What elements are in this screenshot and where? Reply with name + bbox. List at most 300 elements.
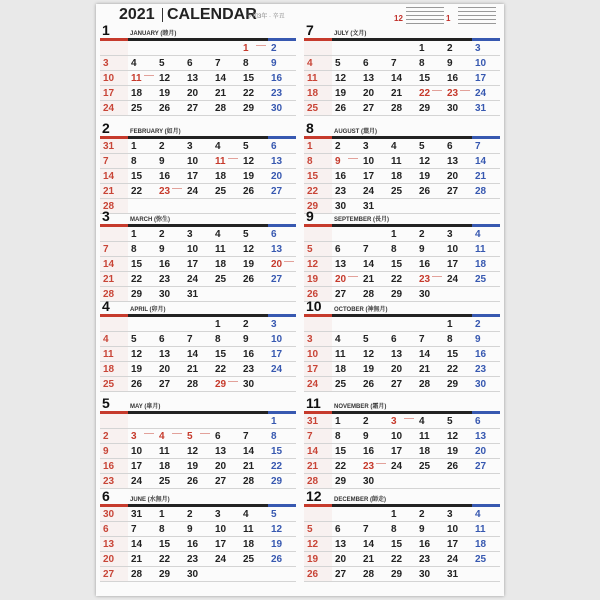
day-cell: 24 <box>475 88 487 99</box>
day-cell: 12 <box>271 524 283 535</box>
day-cell: 13 <box>159 349 171 360</box>
day-cell <box>240 199 268 213</box>
month-number: 5 <box>102 395 110 411</box>
day-cell <box>388 199 416 213</box>
week-row <box>100 567 296 582</box>
week-row <box>304 169 500 184</box>
day-cell: 25 <box>215 274 227 285</box>
month-name: AUGUST (葉月) <box>334 129 377 135</box>
day-cell: 5 <box>419 141 425 152</box>
day-cell: 23 <box>187 554 199 565</box>
day-cell: 17 <box>447 259 459 270</box>
day-cell: 15 <box>391 259 403 270</box>
day-cell: 21 <box>131 554 143 565</box>
day-cell: 24 <box>447 554 459 565</box>
day-cell: 27 <box>159 379 171 390</box>
month-block <box>100 395 296 489</box>
day-cell: 14 <box>215 73 227 84</box>
week-row <box>304 86 500 101</box>
day-cell: 15 <box>131 171 143 182</box>
day-cell: 16 <box>159 171 171 182</box>
day-cell <box>100 414 128 428</box>
day-cell: 25 <box>304 101 332 115</box>
day-cell <box>128 317 156 331</box>
day-cell: 29 <box>304 199 332 213</box>
day-cell: 19 <box>304 552 332 566</box>
day-cell: 30 <box>419 569 431 580</box>
day-cell: 18 <box>100 362 128 376</box>
day-cell: 15 <box>271 446 283 457</box>
day-cell: 10 <box>187 244 199 255</box>
week-row <box>100 347 296 362</box>
day-cell <box>156 414 184 428</box>
day-cell: 30 <box>100 507 128 521</box>
week-row <box>304 347 500 362</box>
day-cell: 7 <box>304 429 332 443</box>
month-number: 1 <box>102 22 110 38</box>
day-cell: 3 <box>304 332 332 346</box>
day-cell: 17 <box>475 73 487 84</box>
day-cell: 18 <box>475 539 487 550</box>
day-cell: 28 <box>304 474 332 488</box>
day-cell: 20 <box>363 88 375 99</box>
day-cell <box>100 227 128 241</box>
day-cell: 3 <box>475 43 481 54</box>
month-block <box>100 22 296 116</box>
day-cell: 9 <box>159 244 165 255</box>
day-cell: 31 <box>187 289 199 300</box>
month-block <box>304 208 500 302</box>
day-cell: 27 <box>215 476 227 487</box>
day-cell <box>212 199 240 213</box>
week-row <box>304 537 500 552</box>
day-cell: 7 <box>391 58 397 69</box>
day-cell: 14 <box>363 539 375 550</box>
day-cell: 28 <box>100 287 128 301</box>
day-cell: 8 <box>215 334 221 345</box>
day-cell: 7 <box>475 141 481 152</box>
day-cell: 13 <box>335 539 347 550</box>
day-cell: 3 <box>271 319 277 330</box>
day-cell: 18 <box>391 171 403 182</box>
day-cell: 18 <box>419 446 431 457</box>
week-row <box>304 377 500 392</box>
day-cell: 30 <box>271 103 283 114</box>
day-cell: 8 <box>131 244 137 255</box>
day-cell: 21 <box>475 171 487 182</box>
day-cell: 6 <box>271 141 277 152</box>
day-cell: 27 <box>447 186 459 197</box>
day-cell <box>128 41 156 55</box>
week-row <box>100 332 296 347</box>
day-cell: 3 <box>388 414 416 428</box>
day-cell: 3 <box>128 429 156 443</box>
day-cell <box>268 199 296 213</box>
day-cell: 4 <box>304 56 332 70</box>
day-cell: 30 <box>363 476 375 487</box>
day-cell: 4 <box>419 416 425 427</box>
day-cell: 29 <box>243 103 255 114</box>
day-cell: 25 <box>243 554 255 565</box>
day-cell: 20 <box>100 552 128 566</box>
day-cell: 25 <box>131 103 143 114</box>
day-cell: 1 <box>271 416 277 427</box>
day-cell: 18 <box>215 259 227 270</box>
month-grid <box>304 414 500 489</box>
month-header <box>304 488 500 504</box>
day-cell: 21 <box>215 88 227 99</box>
day-cell: 29 <box>271 476 283 487</box>
week-row <box>304 429 500 444</box>
week-row <box>100 139 296 154</box>
day-cell <box>472 287 500 301</box>
day-cell: 11 <box>475 244 486 255</box>
day-cell: 3 <box>363 141 369 152</box>
day-cell: 14 <box>100 169 128 183</box>
day-cell: 24 <box>131 476 143 487</box>
week-row <box>304 41 500 56</box>
day-cell: 9 <box>187 524 193 535</box>
day-cell: 7 <box>100 242 128 256</box>
day-cell: 7 <box>363 244 369 255</box>
day-cell: 26 <box>131 379 143 390</box>
day-cell <box>212 287 240 301</box>
day-cell: 29 <box>335 476 347 487</box>
month-grid <box>304 139 500 214</box>
day-cell: 9 <box>271 58 277 69</box>
day-cell: 15 <box>419 73 431 84</box>
day-cell <box>388 41 416 55</box>
day-cell: 5 <box>243 141 249 152</box>
day-cell: 14 <box>304 444 332 458</box>
day-cell: 2 <box>187 509 193 520</box>
day-cell: 6 <box>335 524 341 535</box>
day-cell: 20 <box>332 272 360 286</box>
week-row <box>100 242 296 257</box>
day-cell: 26 <box>243 274 255 285</box>
day-cell: 24 <box>447 274 459 285</box>
day-cell: 11 <box>128 71 156 85</box>
month-header <box>100 488 296 504</box>
week-row <box>100 414 296 429</box>
day-cell: 6 <box>187 58 193 69</box>
day-cell: 9 <box>363 431 369 442</box>
day-cell: 26 <box>304 567 332 581</box>
day-cell: 5 <box>304 242 332 256</box>
day-cell: 12 <box>243 244 255 255</box>
day-cell: 29 <box>391 569 403 580</box>
month-grid <box>100 414 296 489</box>
day-cell <box>156 317 184 331</box>
month-grid <box>100 139 296 214</box>
month-name: OCTOBER (神無月) <box>334 307 388 313</box>
day-cell: 29 <box>159 569 171 580</box>
day-cell: 18 <box>243 539 255 550</box>
day-cell: 24 <box>363 186 375 197</box>
day-cell: 27 <box>100 567 128 581</box>
day-cell: 4 <box>131 58 137 69</box>
day-cell: 10 <box>447 524 459 535</box>
day-cell: 30 <box>159 289 171 300</box>
month-grid <box>304 317 500 392</box>
day-cell: 15 <box>131 259 143 270</box>
day-cell: 28 <box>363 569 375 580</box>
week-row <box>100 429 296 444</box>
month-block <box>304 395 500 489</box>
day-cell: 4 <box>475 509 481 520</box>
day-cell: 31 <box>475 103 487 114</box>
day-cell: 18 <box>304 86 332 100</box>
day-cell: 1 <box>335 416 341 427</box>
day-cell <box>240 567 268 581</box>
day-cell: 31 <box>131 509 143 520</box>
day-cell: 28 <box>391 103 403 114</box>
week-row <box>100 257 296 272</box>
day-cell <box>416 199 444 213</box>
month-grid <box>100 507 296 582</box>
day-cell: 25 <box>475 274 487 285</box>
day-cell: 23 <box>360 459 388 473</box>
day-cell: 14 <box>187 349 199 360</box>
day-cell <box>304 41 332 55</box>
week-row <box>100 507 296 522</box>
day-cell: 25 <box>215 186 227 197</box>
day-cell: 13 <box>187 73 199 84</box>
day-cell: 2 <box>159 229 165 240</box>
day-cell: 21 <box>243 461 255 472</box>
week-row <box>100 227 296 242</box>
day-cell: 18 <box>215 171 227 182</box>
week-row <box>304 459 500 474</box>
month-number: 10 <box>306 298 322 314</box>
day-cell: 26 <box>419 186 431 197</box>
day-cell: 8 <box>419 58 425 69</box>
day-cell: 17 <box>391 446 403 457</box>
day-cell: 22 <box>131 186 143 197</box>
day-cell: 4 <box>100 332 128 346</box>
day-cell: 6 <box>391 334 397 345</box>
week-row <box>100 41 296 56</box>
day-cell: 11 <box>215 244 226 255</box>
day-cell: 19 <box>243 171 255 182</box>
day-cell: 8 <box>159 524 165 535</box>
day-cell: 12 <box>363 349 375 360</box>
day-cell: 8 <box>271 431 277 442</box>
day-cell: 12 <box>335 73 347 84</box>
week-row <box>100 169 296 184</box>
day-cell: 2 <box>419 509 425 520</box>
month-block <box>100 298 296 392</box>
day-cell: 23 <box>475 364 487 375</box>
day-cell <box>444 199 472 213</box>
week-row <box>304 154 500 169</box>
week-row <box>304 507 500 522</box>
day-cell: 25 <box>100 377 128 391</box>
calendar-poster <box>96 4 504 596</box>
header-divider <box>162 8 163 22</box>
day-cell: 2 <box>159 141 165 152</box>
day-cell: 1 <box>304 139 332 153</box>
day-cell: 10 <box>100 71 128 85</box>
day-cell: 7 <box>131 524 137 535</box>
day-cell: 8 <box>335 431 341 442</box>
month-number: 8 <box>306 120 314 136</box>
day-cell: 3 <box>187 229 193 240</box>
day-cell: 2 <box>363 416 369 427</box>
month-number: 4 <box>102 298 110 314</box>
day-cell: 11 <box>419 431 430 442</box>
week-row <box>304 414 500 429</box>
week-row <box>304 474 500 489</box>
day-cell: 25 <box>391 186 403 197</box>
day-cell: 9 <box>100 444 128 458</box>
day-cell: 29 <box>447 379 459 390</box>
day-cell <box>360 227 388 241</box>
month-grid <box>304 227 500 302</box>
day-cell: 14 <box>475 156 487 167</box>
day-cell: 16 <box>419 539 431 550</box>
day-cell: 4 <box>475 229 481 240</box>
day-cell: 16 <box>447 73 459 84</box>
day-cell: 10 <box>447 244 459 255</box>
day-cell: 10 <box>215 524 227 535</box>
day-cell: 11 <box>391 156 402 167</box>
day-cell: 28 <box>419 379 431 390</box>
day-cell: 17 <box>271 349 283 360</box>
day-cell <box>416 317 444 331</box>
day-cell: 12 <box>243 156 255 167</box>
month-number: 3 <box>102 208 110 224</box>
day-cell: 11 <box>159 446 170 457</box>
day-cell: 24 <box>215 554 227 565</box>
day-cell: 23 <box>159 274 171 285</box>
day-cell: 11 <box>100 347 128 361</box>
day-cell: 6 <box>215 431 221 442</box>
day-cell: 21 <box>304 459 332 473</box>
day-cell: 27 <box>475 461 487 472</box>
day-cell <box>388 317 416 331</box>
week-row <box>304 227 500 242</box>
day-cell: 31 <box>363 201 375 212</box>
day-cell: 6 <box>475 416 481 427</box>
day-cell: 22 <box>159 554 171 565</box>
day-cell: 30 <box>335 201 347 212</box>
day-cell: 29 <box>131 289 143 300</box>
mini-calendar-prev-month: 12 <box>394 14 403 23</box>
day-cell: 12 <box>159 73 171 84</box>
day-cell <box>444 474 472 488</box>
week-row <box>304 139 500 154</box>
day-cell <box>184 414 212 428</box>
day-cell <box>240 414 268 428</box>
week-row <box>304 272 500 287</box>
day-cell: 21 <box>100 184 128 198</box>
day-cell: 19 <box>159 88 171 99</box>
day-cell: 11 <box>304 71 332 85</box>
day-cell: 15 <box>335 446 347 457</box>
day-cell: 10 <box>271 334 283 345</box>
week-row <box>100 537 296 552</box>
day-cell: 1 <box>131 141 137 152</box>
day-cell: 2 <box>100 429 128 443</box>
day-cell: 29 <box>212 377 240 391</box>
day-cell <box>212 414 240 428</box>
day-cell: 1 <box>215 319 221 330</box>
day-cell: 27 <box>187 103 199 114</box>
day-cell: 27 <box>335 569 347 580</box>
day-cell: 5 <box>184 429 212 443</box>
day-cell: 12 <box>187 446 199 457</box>
week-row <box>304 552 500 567</box>
day-cell: 22 <box>243 88 255 99</box>
week-row <box>100 362 296 377</box>
day-cell: 14 <box>363 259 375 270</box>
week-row <box>304 444 500 459</box>
week-row <box>100 522 296 537</box>
day-cell <box>332 227 360 241</box>
day-cell <box>360 507 388 521</box>
day-cell: 4 <box>243 509 249 520</box>
day-cell: 8 <box>304 154 332 168</box>
day-cell: 10 <box>363 156 375 167</box>
day-cell <box>156 41 184 55</box>
week-row <box>100 377 296 392</box>
day-cell: 15 <box>304 169 332 183</box>
day-cell <box>100 317 128 331</box>
day-cell: 17 <box>447 539 459 550</box>
day-cell: 2 <box>475 319 481 330</box>
day-cell: 3 <box>187 141 193 152</box>
day-cell: 3 <box>447 509 453 520</box>
week-row <box>100 86 296 101</box>
day-cell: 19 <box>271 539 283 550</box>
day-cell: 27 <box>271 274 283 285</box>
month-number: 2 <box>102 120 110 136</box>
day-cell: 17 <box>215 539 227 550</box>
day-cell: 22 <box>416 86 444 100</box>
week-row <box>304 317 500 332</box>
day-cell: 26 <box>271 554 283 565</box>
day-cell <box>416 474 444 488</box>
day-cell: 9 <box>332 154 360 168</box>
week-row <box>304 287 500 302</box>
day-cell: 4 <box>156 429 184 443</box>
day-cell: 19 <box>304 272 332 286</box>
day-cell: 28 <box>100 199 128 213</box>
day-cell <box>184 199 212 213</box>
day-cell: 19 <box>187 461 199 472</box>
day-cell <box>472 567 500 581</box>
month-number: 12 <box>306 488 322 504</box>
day-cell: 13 <box>363 73 375 84</box>
day-cell: 6 <box>271 229 277 240</box>
day-cell: 13 <box>335 259 347 270</box>
month-header <box>100 120 296 136</box>
day-cell: 21 <box>363 274 375 285</box>
day-cell <box>128 414 156 428</box>
day-cell: 11 <box>243 524 254 535</box>
day-cell: 22 <box>391 554 403 565</box>
week-row <box>100 459 296 474</box>
day-cell: 27 <box>271 186 283 197</box>
month-header <box>304 395 500 411</box>
day-cell: 16 <box>243 349 255 360</box>
month-number: 9 <box>306 208 314 224</box>
day-cell: 7 <box>363 524 369 535</box>
day-cell: 1 <box>131 229 137 240</box>
month-header <box>100 395 296 411</box>
day-cell: 10 <box>187 156 199 167</box>
